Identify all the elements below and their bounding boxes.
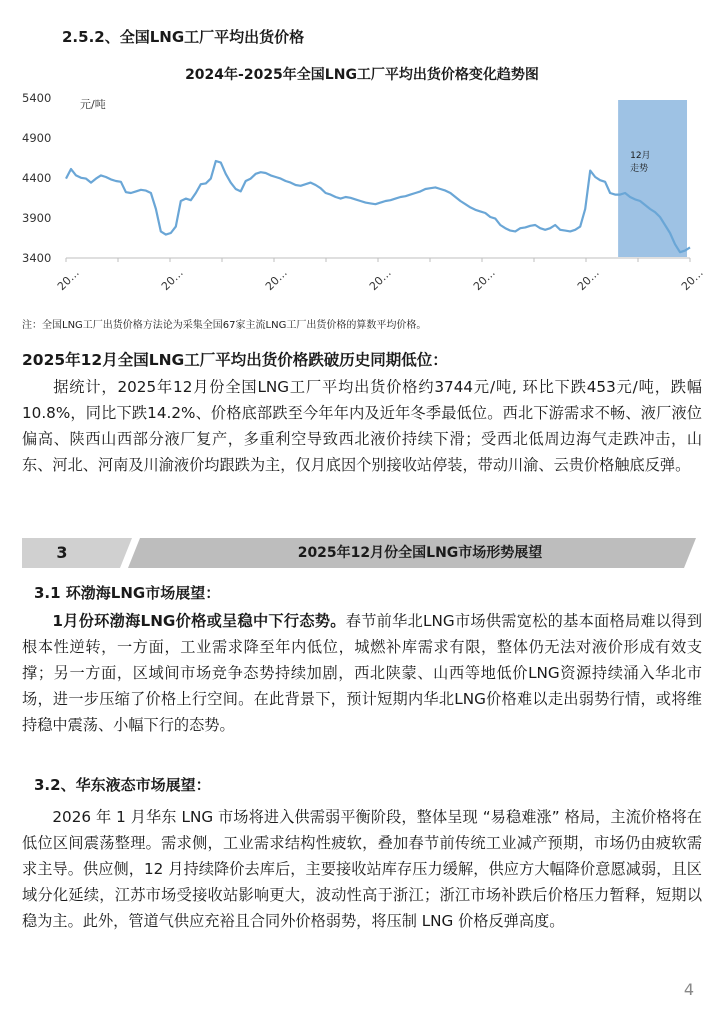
y-tick-label: 3900: [22, 211, 52, 225]
x-tick-label: 20…: [574, 266, 602, 294]
sub2-heading: 3.2、华东液态市场展望：: [34, 776, 211, 794]
y-unit-label: 元/吨: [80, 98, 106, 111]
x-tick-label: 20…: [262, 266, 290, 294]
chart-note: 注：全国LNG工厂出货价格方法论为采集全国67家主流LNG工厂出货价格的算数平均价格。: [22, 320, 427, 331]
x-tick-label: 20…: [678, 266, 706, 294]
chart-title: 2024年-2025年全国LNG工厂平均出货价格变化趋势图: [185, 67, 539, 83]
sub1-heading: 3.1 环渤海LNG市场展望：: [34, 584, 221, 602]
sub2-paragraph: 2026 年 1 月华东 LNG 市场将进入供需弱平衡阶段，整体呈现 “易稳难涨” 格局，主流价格将在低位区间震荡整理。需求侧，工业需求结构性疲软，叠加春节前传统工业减产预期，市场仍由疲软需求主导。供应侧，12 月持续降价去库后，主要接收站库存压力缓解，供应方大幅降价意愿减弱，且区域分化延续，江苏市场受接收站影响更大，波动性高于浙江；浙江市场补跌后价格压力暂释，短期以稳为主。此外，管道气供应充裕且合同外价格弱势，将压制 LNG 价格反弹高度。: [22, 808, 702, 930]
y-tick-label: 3400: [22, 251, 52, 265]
sub1-paragraph: 1月份环渤海LNG价格或呈稳中下行态势。春节前华北LNG市场供需宽松的基本面格局难以得到根本性逆转，一方面，工业需求降至年内低位，城燃补库需求有限，整体仍无法对液价形成有效支撑；另一方面，区域间市场竞争态势持续加剧，西北陕蒙、山西等地低价LNG资源持续涌入华北市场，进一步压缩了价格上行空间。在此背景下，预计短期内华北LNG价格难以走出弱势行情，或将维持稳中震荡、小幅下行的态势。: [22, 612, 703, 734]
summary-paragraph: 据统计，2025年12月份全国LNG工厂平均出货价格约3744元/吨, 环比下跌453元/吨，跌幅10.8%，同比下跌14.2%、价格底部跌至今年年内及近年冬季最低位。西北下游需求不畅、液厂液位偏高、陕西山西部分液厂复产，多重利空导致西北液价持续下滑；受西北低周边海气走跌冲击，山东、河北、河南及川渝液价均跟跌为主，仅月底因个别接收站停装，带动川渝、云贵价格触底反弹。: [22, 378, 702, 474]
y-tick-label: 4400: [22, 171, 52, 185]
band-annotation: 12月: [630, 151, 651, 161]
price-series-line: [66, 161, 690, 252]
y-tick-label: 4900: [22, 131, 52, 145]
band-annotation: 走势: [630, 164, 649, 174]
summary-heading: 2025年12月全国LNG工厂平均出货价格跌破历史同期低位：: [22, 351, 448, 369]
x-tick-label: 20…: [470, 266, 498, 294]
x-tick-label: 20…: [366, 266, 394, 294]
section-heading: 2.5.2、全国LNG工厂平均出货价格: [62, 28, 305, 46]
y-tick-label: 5400: [22, 91, 52, 105]
banner-title: 2025年12月份全国LNG市场形势展望: [297, 545, 543, 561]
december-highlight-band: [618, 100, 687, 257]
page-number: 4: [683, 980, 694, 999]
banner-number: 3: [56, 543, 68, 562]
price-trend-chart: [0, 80, 724, 310]
sub1-lead: 1月份环渤海LNG价格或呈稳中下行态势。: [52, 612, 346, 630]
x-tick-label: 20…: [158, 266, 186, 294]
x-tick-label: 20…: [54, 266, 82, 294]
